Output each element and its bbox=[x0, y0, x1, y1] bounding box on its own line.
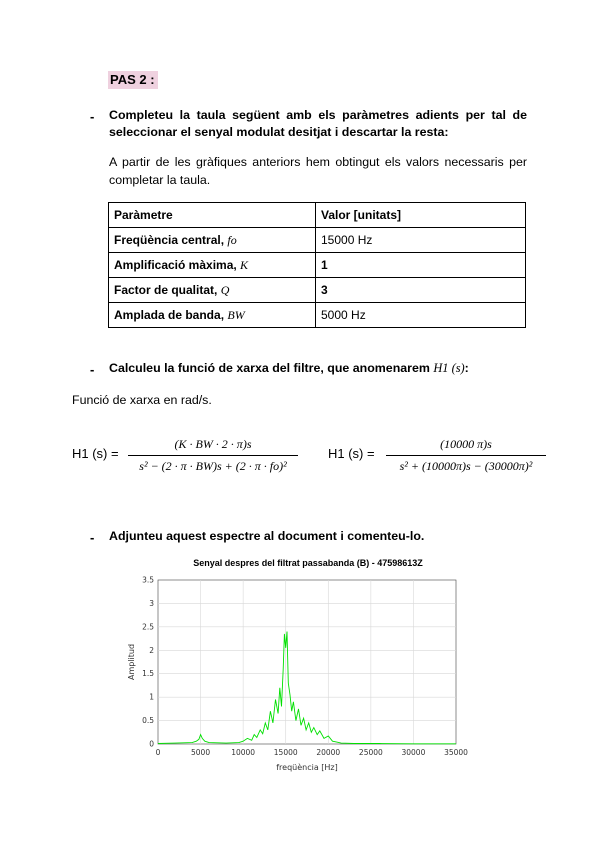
equation1-denominator: s² − (2 · π · BW)s + (2 · π · fo)² bbox=[128, 455, 298, 474]
y-tick-labels bbox=[142, 576, 154, 749]
table-row bbox=[109, 228, 526, 253]
section-title: PAS 2 : bbox=[108, 71, 158, 89]
bullet-dash: - bbox=[90, 530, 95, 545]
instruction-spectrum: Adjunteu aquest espectre al document i comenteu-lo. bbox=[109, 529, 425, 543]
y-tick-label: 2 bbox=[149, 645, 154, 655]
param-label: Amplificació màxima, K bbox=[109, 253, 316, 278]
y-tick-label: 0 bbox=[149, 739, 154, 749]
bullet-dash: - bbox=[90, 109, 95, 124]
header-value: Valor [unitats] bbox=[316, 203, 526, 228]
y-tick-label: 2.5 bbox=[142, 622, 154, 632]
chart-title: Senyal despres del filtrat passabanda (B) - 47598613Z bbox=[193, 558, 423, 568]
function-caption: Funció de xarxa en rad/s. bbox=[72, 393, 212, 407]
header-parameter: Paràmetre bbox=[109, 203, 316, 228]
table-row bbox=[109, 253, 526, 278]
table-header-row bbox=[109, 203, 526, 228]
x-tick-label: 0 bbox=[155, 748, 161, 757]
y-axis-label: Amplitud bbox=[127, 643, 136, 681]
x-tick-label: 20000 bbox=[316, 748, 341, 757]
param-value: 5000 Hz bbox=[316, 303, 526, 328]
x-axis-label: freqüència [Hz] bbox=[276, 763, 338, 772]
x-tick-label: 15000 bbox=[273, 748, 298, 757]
param-symbol: K bbox=[240, 257, 249, 272]
x-tick-label: 30000 bbox=[401, 748, 426, 757]
equation2-fraction bbox=[386, 437, 546, 474]
param-value: 3 bbox=[316, 278, 526, 303]
y-tick-label: 1.5 bbox=[142, 669, 154, 679]
equation1-label: H1 (s) = bbox=[72, 446, 119, 461]
x-tick-label: 10000 bbox=[231, 748, 256, 757]
equation2-numerator: (10000 π)s bbox=[440, 437, 492, 451]
table-row bbox=[109, 303, 526, 328]
y-tick-label: 3.5 bbox=[142, 575, 154, 585]
bullet-dash: - bbox=[90, 362, 95, 377]
y-tick-label: 1 bbox=[149, 692, 154, 702]
table-row bbox=[109, 278, 526, 303]
equation2-denominator: s² + (10000π)s − (30000π)² bbox=[386, 455, 546, 474]
spectrum-chart bbox=[110, 570, 480, 780]
x-tick-label: 25000 bbox=[358, 748, 383, 757]
parameters-table bbox=[108, 202, 526, 328]
param-label: Factor de qualitat, Q bbox=[109, 278, 316, 303]
x-tick-label: 5000 bbox=[191, 748, 211, 757]
instruction-table: Completeu la taula següent amb els paràmetres adients per tal de seleccionar el senyal modulat desitjat i descartar la resta: bbox=[109, 108, 527, 139]
x-tick-label: 35000 bbox=[444, 748, 468, 757]
equation2-label: H1 (s) = bbox=[328, 446, 375, 461]
param-label: Amplada de banda, BW bbox=[109, 303, 316, 328]
intro-paragraph: A partir de les gràfiques anteriors hem obtingut els valors necessaris per completar la taula. bbox=[109, 155, 527, 187]
instruction-transfer-function: Calculeu la funció de xarxa del filtre, que anomenarem H1 (s): bbox=[109, 361, 469, 375]
param-symbol: Q bbox=[220, 282, 230, 297]
param-value: 15000 Hz bbox=[316, 228, 526, 253]
param-symbol: fo bbox=[227, 232, 237, 247]
equation1-numerator: (K · BW · 2 · π)s bbox=[174, 437, 252, 451]
equation1-fraction bbox=[128, 437, 298, 474]
x-tick-labels bbox=[156, 748, 469, 757]
param-symbol: BW bbox=[227, 307, 245, 322]
function-symbol: H1 (s) bbox=[433, 361, 465, 375]
plot-area bbox=[158, 580, 456, 744]
y-tick-label: 3 bbox=[149, 598, 154, 608]
y-tick-label: 0.5 bbox=[142, 716, 154, 726]
param-label: Freqüència central, fo bbox=[109, 228, 316, 253]
param-value: 1 bbox=[316, 253, 526, 278]
